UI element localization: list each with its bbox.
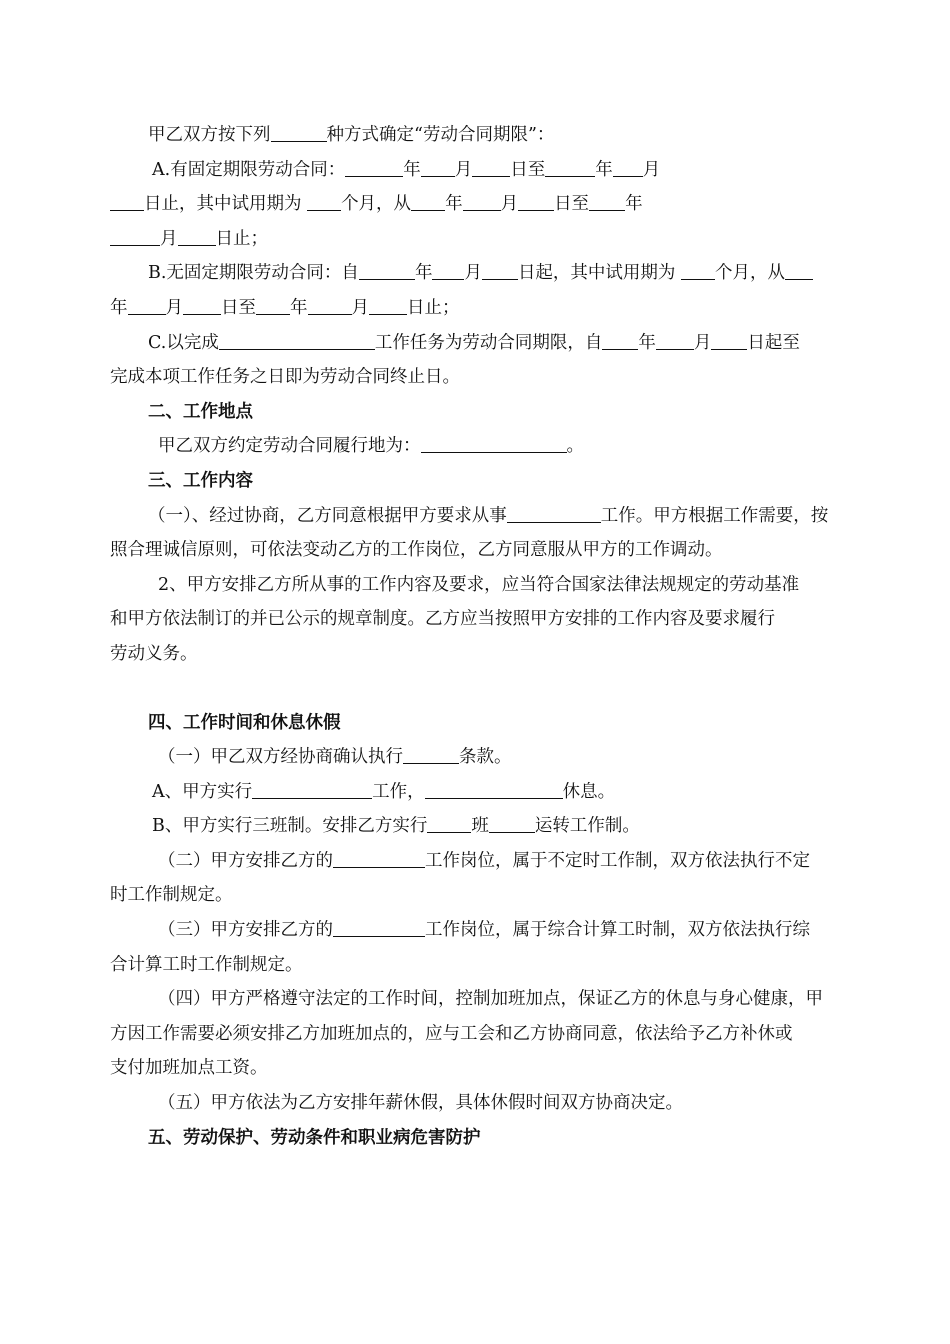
section-heading [110, 706, 850, 741]
text-run: 时工作制规定。 [110, 885, 233, 906]
text-run: 日止，其中试用期为 [144, 194, 308, 215]
text-line [110, 982, 850, 1017]
text-line [110, 326, 850, 361]
text-line [110, 948, 850, 983]
text-run: 月 [693, 332, 712, 353]
text-line [110, 637, 850, 672]
blank-line [110, 672, 850, 706]
text-run: 条款。 [459, 747, 512, 768]
blank-field[interactable] [589, 193, 625, 212]
text-run: 日起至 [747, 332, 800, 353]
text-run: 月 [642, 159, 661, 180]
blank-field[interactable] [432, 262, 464, 281]
text-run: 支付加班加点工资。 [110, 1058, 268, 1079]
text-run: 月 [160, 228, 178, 249]
text-run: 甲乙双方按下列 [148, 125, 271, 145]
text-run: B.无固定期限劳动合同：自 [148, 263, 359, 284]
text-line [110, 844, 850, 879]
text-line [110, 740, 850, 775]
blank-field[interactable] [308, 296, 352, 315]
text-run: 日至 [510, 159, 546, 180]
blank-field[interactable] [369, 296, 407, 315]
text-run: 完成本项工作任务之日即为劳动合同终止日。 [110, 367, 460, 388]
blank-field[interactable] [333, 849, 425, 868]
text-run: 工作岗位，属于综合计算工时制，双方依法执行综 [425, 920, 810, 941]
blank-field[interactable] [128, 296, 166, 315]
text-run: 种方式确定“劳动合同期限”： [326, 125, 555, 145]
blank-field[interactable] [252, 780, 372, 799]
text-run: 日止； [215, 228, 268, 249]
text-line [110, 222, 850, 257]
text-line [110, 1051, 850, 1086]
text-run: 方因工作需要必须安排乙方加班加点的，应与工会和乙方协商同意，依法给予乙方补休或 [110, 1023, 793, 1044]
text-run: C.以完成 [148, 332, 219, 353]
text-line [110, 1017, 850, 1052]
blank-field[interactable] [110, 227, 160, 246]
section-heading [110, 1121, 850, 1156]
blank-field[interactable] [711, 331, 747, 350]
text-run: （三）甲方安排乙方的 [158, 920, 333, 941]
text-line [110, 1086, 850, 1121]
text-run: 二、工作地点 [148, 401, 253, 422]
text-run: 劳动义务。 [110, 643, 198, 664]
blank-field[interactable] [183, 296, 221, 315]
text-line [110, 775, 850, 810]
text-run: 运转工作制。 [534, 816, 640, 837]
text-run: 年 [445, 194, 463, 215]
text-run: 工作。甲方根据工作需要，按 [600, 505, 829, 526]
blank-field[interactable] [656, 331, 694, 350]
blank-field[interactable] [307, 193, 341, 212]
text-line [110, 499, 850, 534]
blank-field[interactable] [359, 262, 415, 281]
blank-field[interactable] [489, 815, 535, 834]
blank-field[interactable] [333, 919, 425, 938]
text-run: 月 [165, 297, 183, 318]
text-line [110, 153, 850, 188]
text-line [110, 913, 850, 948]
section-heading [110, 395, 850, 430]
blank-field[interactable] [518, 193, 554, 212]
blank-field[interactable] [421, 435, 567, 454]
text-run: 年 [110, 297, 128, 318]
blank-field[interactable] [613, 158, 643, 177]
blank-field[interactable] [110, 193, 144, 212]
text-run: 年 [290, 297, 308, 318]
text-run: 休息。 [562, 781, 616, 802]
text-run: 日至 [221, 297, 256, 318]
text-run: 月 [464, 263, 482, 284]
text-run: 2、甲方安排乙方所从事的工作内容及要求，应当符合国家法律法规规定的劳动基准 [158, 574, 800, 595]
text-line [110, 533, 850, 568]
text-run: （四）甲方严格遵守法定的工作时间，控制加班加点，保证乙方的休息与身心健康，甲 [158, 989, 823, 1010]
text-run: 月 [351, 297, 369, 318]
blank-field[interactable] [421, 158, 455, 177]
text-run: （五）甲方依法为乙方安排年薪休假，具体休假时间双方协商决定。 [158, 1093, 683, 1114]
text-line [110, 568, 850, 603]
text-line [110, 256, 850, 291]
text-run: 年 [625, 194, 643, 215]
text-run: 日止； [407, 297, 460, 318]
blank-field[interactable] [545, 158, 595, 177]
blank-field[interactable] [256, 296, 290, 315]
text-run: 个月，从 [715, 263, 785, 284]
text-run: B、甲方实行三班制。安排乙方实行 [152, 816, 428, 837]
blank-field[interactable] [403, 746, 459, 765]
text-run: 月 [454, 159, 473, 180]
blank-field[interactable] [411, 193, 445, 212]
text-run: 工作任务为劳动合同期限，自 [374, 332, 603, 353]
text-run: （一）甲乙双方经协商确认执行 [158, 747, 403, 768]
blank-field[interactable] [602, 331, 638, 350]
text-run: 年 [638, 332, 656, 353]
text-run: 和甲方依法制订的并已公示的规章制度。乙方应当按照甲方安排的工作内容及要求履行 [110, 609, 775, 630]
text-run: 个月，从 [341, 194, 412, 215]
contract-body [110, 118, 850, 1155]
text-run: （一）、经过协商，乙方同意根据甲方要求从事 [148, 505, 507, 526]
section-heading [110, 464, 850, 499]
text-line [110, 602, 850, 637]
text-run: 工作岗位，属于不定时工作制，双方依法执行不定 [425, 850, 810, 871]
text-line [110, 187, 850, 222]
blank-field[interactable] [463, 193, 501, 212]
blank-field[interactable] [507, 504, 601, 523]
text-run: 三、工作内容 [148, 470, 253, 491]
blank-field[interactable] [681, 262, 715, 281]
text-run: A、甲方实行 [152, 781, 253, 802]
blank-field[interactable] [785, 262, 813, 281]
blank-field[interactable] [425, 780, 563, 799]
text-line [110, 878, 850, 913]
text-run: A.有固定期限劳动合同： [152, 159, 346, 180]
text-run: （二）甲方安排乙方的 [158, 850, 333, 871]
blank-field[interactable] [178, 227, 216, 246]
text-run: 。 [566, 436, 584, 457]
text-run: 日起，其中试用期为 [517, 263, 681, 284]
text-run: 月 [500, 194, 519, 215]
text-run: 甲乙双方约定劳动合同履行地为： [158, 436, 421, 457]
blank-field[interactable] [219, 331, 375, 350]
text-run: 四、工作时间和休息休假 [148, 712, 341, 733]
blank-field[interactable] [427, 815, 471, 834]
text-run: 班 [471, 816, 489, 837]
text-run: 年 [595, 159, 613, 180]
text-run: 日至 [554, 194, 590, 215]
text-line [110, 360, 850, 395]
text-run: 工作， [372, 781, 425, 802]
text-run: 合计算工时工作制规定。 [110, 954, 303, 975]
blank-field[interactable] [345, 158, 403, 177]
text-line [110, 429, 850, 464]
blank-field[interactable] [482, 262, 518, 281]
blank-field[interactable] [472, 158, 510, 177]
text-line [110, 291, 850, 326]
text-line [110, 118, 850, 153]
text-run: 五、劳动保护、劳动条件和职业病危害防护 [148, 1127, 481, 1148]
text-run: 年 [403, 159, 421, 180]
text-run: 照合理诚信原则，可依法变动乙方的工作岗位，乙方同意服从甲方的工作调动。 [110, 540, 723, 561]
text-line [110, 809, 850, 844]
text-run: 年 [414, 263, 433, 284]
blank-field[interactable] [271, 124, 327, 143]
